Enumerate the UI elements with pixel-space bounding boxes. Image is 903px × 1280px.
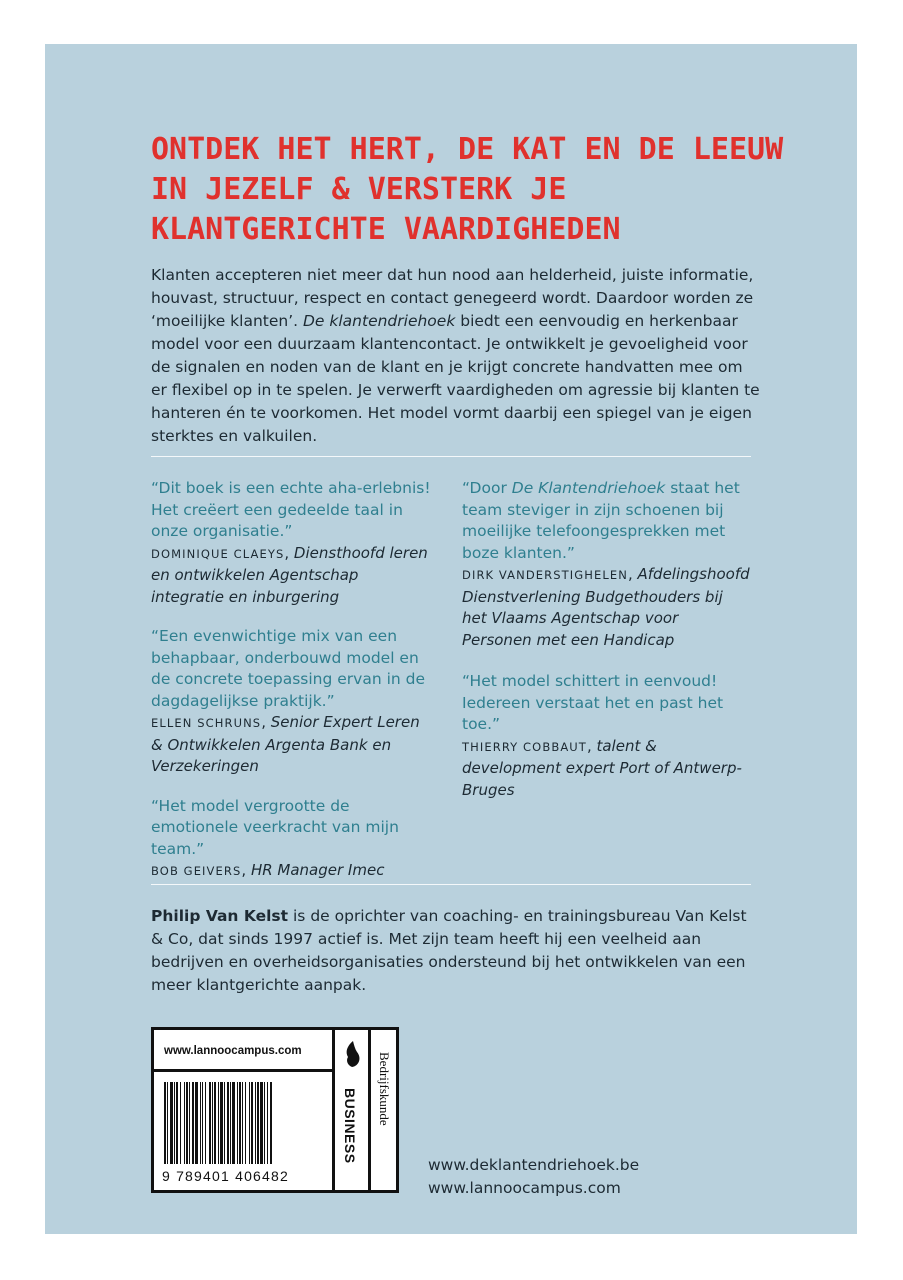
website-link-1[interactable]: www.deklantendriehoek.be: [428, 1156, 640, 1174]
barcode-bar: [180, 1082, 181, 1164]
barcode-bar: [209, 1082, 211, 1164]
isbn-box-divider: [332, 1030, 335, 1190]
blurb-part-1: Klanten accepteren niet meer dat hun nood aan helderheid, juiste informatie, houvast, structuur, respect en contact genegeerd wordt. Daardoor worden ze ‘moeilijke klanten’.: [151, 266, 754, 330]
barcode-bar: [214, 1082, 216, 1164]
quote-text-post: staat het team steviger in zijn schoenen bij moeilijke telefoongesprekken met boze klanten.”: [462, 479, 740, 562]
barcode-bar: [267, 1082, 268, 1164]
barcode-bar: [170, 1082, 173, 1164]
isbn-number: 9 789401 406482: [162, 1168, 289, 1184]
barcode-bar: [174, 1082, 175, 1164]
barcode-bar: [230, 1082, 231, 1164]
barcode-bar: [220, 1082, 223, 1164]
barcode-bar: [245, 1082, 246, 1164]
barcode-bar: [189, 1082, 190, 1164]
quote-role: Diensthoofd leren en ontwikkelen Agentschap integratie en inburgering: [151, 543, 428, 606]
barcode-bar: [218, 1082, 219, 1164]
barcode-bar: [200, 1082, 201, 1164]
isbn-box-url: www.lannoocampus.com: [154, 1030, 335, 1072]
quote: [462, 478, 752, 651]
barcode-bar: [264, 1082, 265, 1164]
quotes-right-column: [462, 478, 752, 819]
imprint-label: BUSINESS: [342, 1088, 358, 1164]
quote-role: HR Manager Imec: [250, 861, 385, 879]
quote: [151, 796, 436, 883]
divider-bottom: [151, 884, 751, 885]
headline-line-1: ONTDEK HET HERT, DE KAT EN DE LEEUW: [151, 132, 784, 167]
barcode-bar: [242, 1082, 243, 1164]
author-bio-text: is de oprichter van coaching- en trainingsbureau Van Kelst & Co, dat sinds 1997 actief is. Met zijn team heeft hij een veelheid aan bedrijven en overheidsorganisaties ondersteund bij het ontwikkelen van een meer klantgerichte aanpak.: [151, 907, 747, 994]
barcode-bar: [260, 1082, 263, 1164]
website-link-2[interactable]: www.lannoocampus.com: [428, 1179, 621, 1197]
barcode-bar: [176, 1082, 178, 1164]
barcode-bar: [251, 1082, 253, 1164]
barcode-bar: [205, 1082, 206, 1164]
barcode-bar: [239, 1082, 241, 1164]
barcode-bar: [167, 1082, 168, 1164]
barcode-bar: [237, 1082, 238, 1164]
author-name: Philip Van Kelst: [151, 907, 289, 925]
barcode-bar: [184, 1082, 185, 1164]
quote-role: Senior Expert Leren & Ontwikkelen Argenta Bank en Verzekeringen: [151, 713, 420, 775]
quote-text: “Een evenwichtige mix van een behapbaar, onderbouwd model en de concrete toepassing ervan in de dagdagelijkse praktijk.”: [151, 627, 426, 710]
quote: [151, 478, 436, 608]
quote-author: BOB GEIVERS: [151, 864, 242, 878]
quote-author: ELLEN SCHRUNS: [151, 716, 262, 730]
blurb: [151, 264, 761, 448]
barcode-bar: [212, 1082, 213, 1164]
barcode-bar: [202, 1082, 203, 1164]
quote: [462, 671, 752, 801]
quote-text-pre: “Door: [462, 479, 512, 497]
barcode-bar: [255, 1082, 256, 1164]
blurb-book-title: De klantendriehoek: [302, 312, 456, 330]
quote-text: “Het model schittert in eenvoud! Iedereen verstaat het en past het toe.”: [462, 672, 724, 733]
publisher-logo-icon: [343, 1040, 363, 1068]
isbn-box-divider: [368, 1030, 371, 1190]
quote-attribution: ELLEN SCHRUNS, Senior Expert Leren & Ontwikkelen Argenta Bank en Verzekeringen: [151, 713, 420, 775]
barcode-bar: [164, 1082, 166, 1164]
author-bio: [151, 905, 761, 997]
headline-line-2: IN JEZELF & VERSTERK JE: [151, 172, 567, 207]
barcode-bar: [249, 1082, 250, 1164]
quote-attribution: THIERRY COBBAUT, talent & development expert Port of Antwerp-Bruges: [462, 736, 742, 799]
blurb-part-2: biedt een eenvoudig en herkenbaar model voor een duurzaam klantencontact. Je ontwikkelt je gevoeligheid voor de signalen en noden van de klant en je krijgt concrete handvatten mee om er flexibel op in te spelen. Je verwerft vaardigheden om agressie bij klanten te hanteren én te voorkomen. Het model vormt daarbij een spiegel van je eigen sterktes en valkuilen.: [151, 312, 760, 445]
quote-book-title: De Klantendriehoek: [511, 479, 666, 497]
quote-attribution: DOMINIQUE CLAEYS, Diensthoofd leren en ontwikkelen Agentschap integratie en inburgering: [151, 543, 428, 606]
website-links: [428, 1154, 639, 1200]
barcode-bar: [257, 1082, 259, 1164]
quote-author: DIRK VANDERSTIGHELEN: [462, 568, 628, 582]
quote-role: talent & development expert Port of Antwerp-Bruges: [462, 736, 742, 799]
barcode-bar: [192, 1082, 194, 1164]
quote-text: “Dit boek is een echte aha-erlebnis! Het creëert een gedeelde taal in onze organisatie.”: [151, 479, 431, 540]
barcode-bar: [195, 1082, 198, 1164]
barcode-bar: [224, 1082, 225, 1164]
isbn-box: [151, 1027, 399, 1193]
quote-text: [462, 478, 752, 564]
quote-author: THIERRY COBBAUT: [462, 739, 587, 754]
quote-text: “Het model vergrootte de emotionele veerkracht van mijn team.”: [151, 796, 399, 858]
quote-author: DOMINIQUE CLAEYS: [151, 546, 285, 561]
barcode-bar: [227, 1082, 229, 1164]
barcode-bar: [270, 1082, 272, 1164]
quote-attribution: BOB GEIVERS, HR Manager Imec: [151, 861, 385, 879]
quotes-left-column: [151, 478, 436, 901]
barcode-bar: [186, 1082, 188, 1164]
barcode-bar: [232, 1082, 235, 1164]
quote: [151, 626, 436, 778]
headline-line-3: KLANTGERICHTE VAARDIGHEDEN: [151, 212, 621, 247]
barcode: [162, 1082, 330, 1164]
headline: [151, 130, 791, 250]
divider-top: [151, 456, 751, 457]
quote-attribution: DIRK VANDERSTIGHELEN, Afdelingshoofd Dienstverlening Budgethouders bij het Vlaams Agentschap voor Personen met een Handicap: [462, 565, 750, 649]
category-label: Bedrijfskunde: [377, 1052, 392, 1126]
quote-role: Afdelingshoofd Dienstverlening Budgethouders bij het Vlaams Agentschap voor Personen met een Handicap: [462, 565, 750, 649]
